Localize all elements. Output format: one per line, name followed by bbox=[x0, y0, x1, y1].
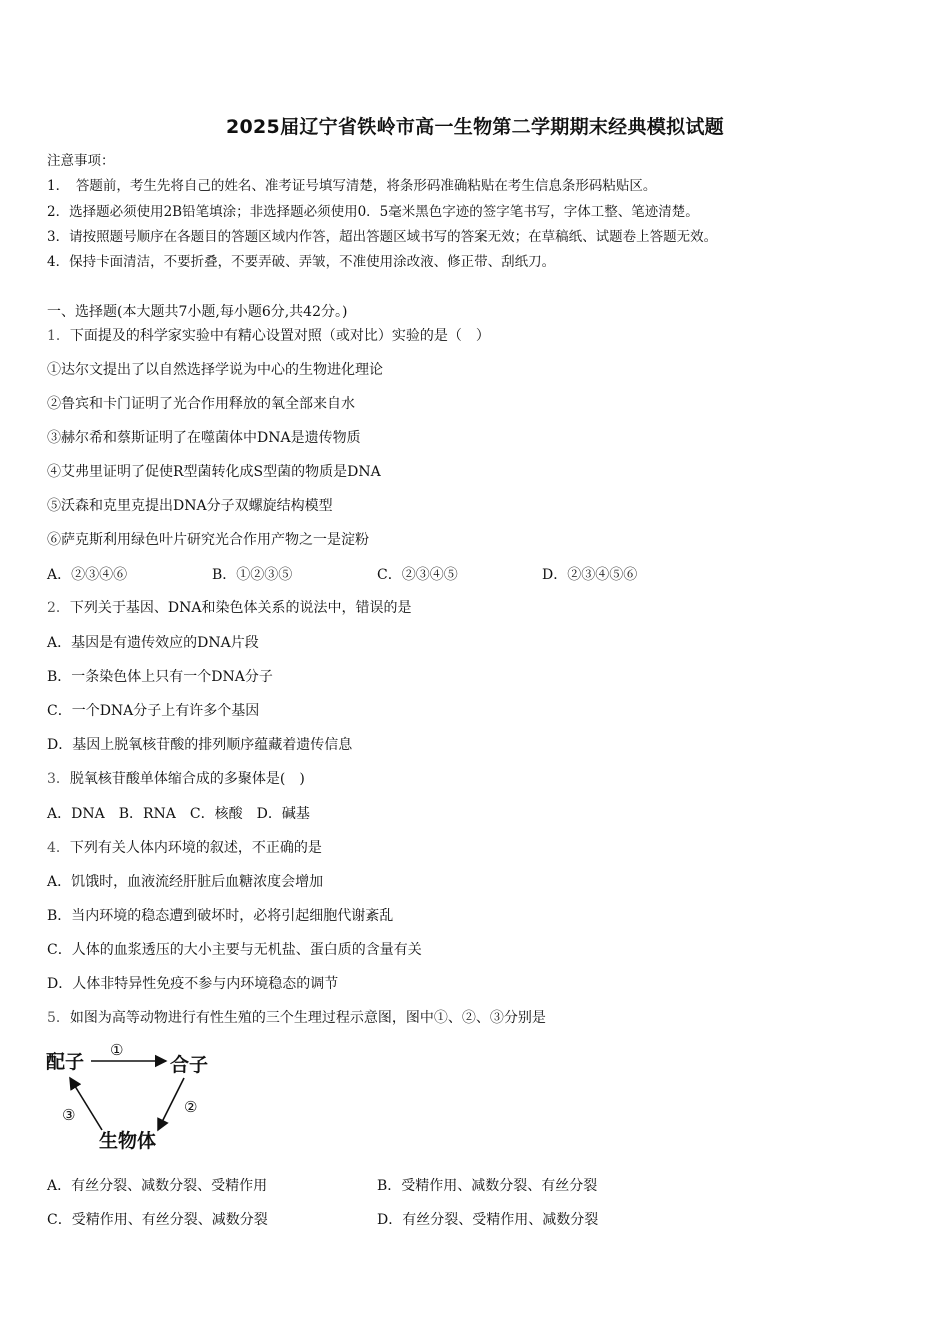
statement-item: ②鲁宾和卡门证明了光合作用释放的氧全部来自水 bbox=[47, 396, 355, 412]
statement-item: ⑤沃森和克里克提出DNA分子双螺旋结构模型 bbox=[47, 498, 333, 514]
answer-option-a[interactable]: A．②③④⑥ bbox=[47, 567, 128, 583]
answer-option-a[interactable]: A．饥饿时，血液流经肝脏后血糖浓度会增加 bbox=[47, 874, 324, 890]
exam-title: 2025届辽宁省铁岭市高一生物第二学期期末经典模拟试题 bbox=[226, 116, 724, 138]
statement-item: ④艾弗里证明了促使R型菌转化成S型菌的物质是DNA bbox=[47, 464, 381, 480]
question-number: 3． bbox=[47, 771, 70, 787]
notice-item: 1． 答题前，考生先将自己的姓名、准考证号填写清楚，将条形码准确粘贴在考生信息条形码粘贴区。 bbox=[47, 178, 657, 194]
answer-option-c[interactable]: C．②③④⑤ bbox=[377, 567, 458, 583]
notice-item: 2．选择题必须使用2B铅笔填涂；非选择题必须使用0．5毫米黑色字迹的签字笔书写，字体工整、笔迹清楚。 bbox=[47, 204, 699, 220]
answer-options-row[interactable]: A．DNA B．RNA C．核酸 D．碱基 bbox=[47, 806, 310, 822]
notice-item: 3．请按照题号顺序在各题目的答题区域内作答，超出答题区域书写的答案无效；在草稿纸、试题卷上答题无效。 bbox=[47, 229, 718, 245]
question-1 bbox=[47, 326, 490, 346]
answer-option-a[interactable]: A．有丝分裂、减数分裂、受精作用 bbox=[47, 1178, 268, 1194]
node-gamete: 配子 bbox=[46, 1051, 85, 1073]
step-3-label: ③ bbox=[62, 1106, 76, 1124]
answer-option-d[interactable]: D．基因上脱氧核苷酸的排列顺序蕴藏着遗传信息 bbox=[47, 737, 353, 753]
node-zygote: 合子 bbox=[170, 1054, 209, 1076]
question-4 bbox=[47, 838, 322, 858]
arrow-step-2 bbox=[158, 1078, 184, 1130]
question-stem: 下列有关人体内环境的叙述，不正确的是 bbox=[69, 840, 322, 856]
answer-option-d[interactable]: D．有丝分裂、受精作用、减数分裂 bbox=[377, 1212, 599, 1228]
notice-item: 4．保持卡面清洁，不要折叠，不要弄破、弄皱，不准使用涂改液、修正带、刮纸刀。 bbox=[47, 254, 556, 270]
answer-option-c[interactable]: C．一个DNA分子上有许多个基因 bbox=[47, 703, 260, 719]
answer-option-d[interactable]: D．②③④⑤⑥ bbox=[542, 567, 638, 583]
statement-item: ①达尔文提出了以自然选择学说为中心的生物进化理论 bbox=[47, 362, 383, 378]
question-stem: 脱氧核苷酸单体缩合成的多聚体是( ) bbox=[69, 771, 305, 787]
question-3 bbox=[47, 769, 305, 789]
node-organism: 生物体 bbox=[99, 1130, 157, 1152]
answer-option-c[interactable]: C．受精作用、有丝分裂、减数分裂 bbox=[47, 1212, 268, 1228]
statement-item: ⑥萨克斯利用绿色叶片研究光合作用产物之一是淀粉 bbox=[47, 532, 369, 548]
answer-option-b[interactable]: B．当内环境的稳态遭到破坏时，必将引起细胞代谢紊乱 bbox=[47, 908, 394, 924]
answer-option-c[interactable]: C．人体的血浆透压的大小主要与无机盐、蛋白质的含量有关 bbox=[47, 942, 422, 958]
question-number: 5． bbox=[47, 1010, 70, 1026]
question-stem: 下面提及的科学家实验中有精心设置对照（或对比）实验的是（ ） bbox=[69, 328, 490, 344]
step-1-label: ① bbox=[110, 1041, 124, 1059]
question-stem: 如图为高等动物进行有性生殖的三个生理过程示意图，图中①、②、③分别是 bbox=[69, 1010, 546, 1026]
question-number: 1． bbox=[47, 328, 70, 344]
question-2 bbox=[47, 598, 412, 618]
answer-option-a[interactable]: A．基因是有遗传效应的DNA片段 bbox=[47, 635, 259, 651]
step-2-label: ② bbox=[184, 1098, 198, 1116]
section-heading: 一、选择题(本大题共7小题,每小题6分,共42分。) bbox=[47, 304, 348, 320]
answer-option-d[interactable]: D．人体非特异性免疫不参与内环境稳态的调节 bbox=[47, 976, 339, 992]
question-5 bbox=[47, 1008, 546, 1028]
reproduction-cycle-diagram bbox=[44, 1036, 224, 1156]
notice-heading: 注意事项： bbox=[47, 153, 115, 169]
statement-item: ③赫尔希和蔡斯证明了在噬菌体中DNA是遗传物质 bbox=[47, 430, 361, 446]
answer-option-b[interactable]: B．一条染色体上只有一个DNA分子 bbox=[47, 669, 273, 685]
question-stem: 下列关于基因、DNA和染色体关系的说法中，错误的是 bbox=[69, 600, 412, 616]
answer-option-b[interactable]: B．受精作用、减数分裂、有丝分裂 bbox=[377, 1178, 598, 1194]
question-number: 2． bbox=[47, 600, 70, 616]
question-number: 4． bbox=[47, 840, 70, 856]
answer-option-b[interactable]: B．①②③⑤ bbox=[212, 567, 293, 583]
